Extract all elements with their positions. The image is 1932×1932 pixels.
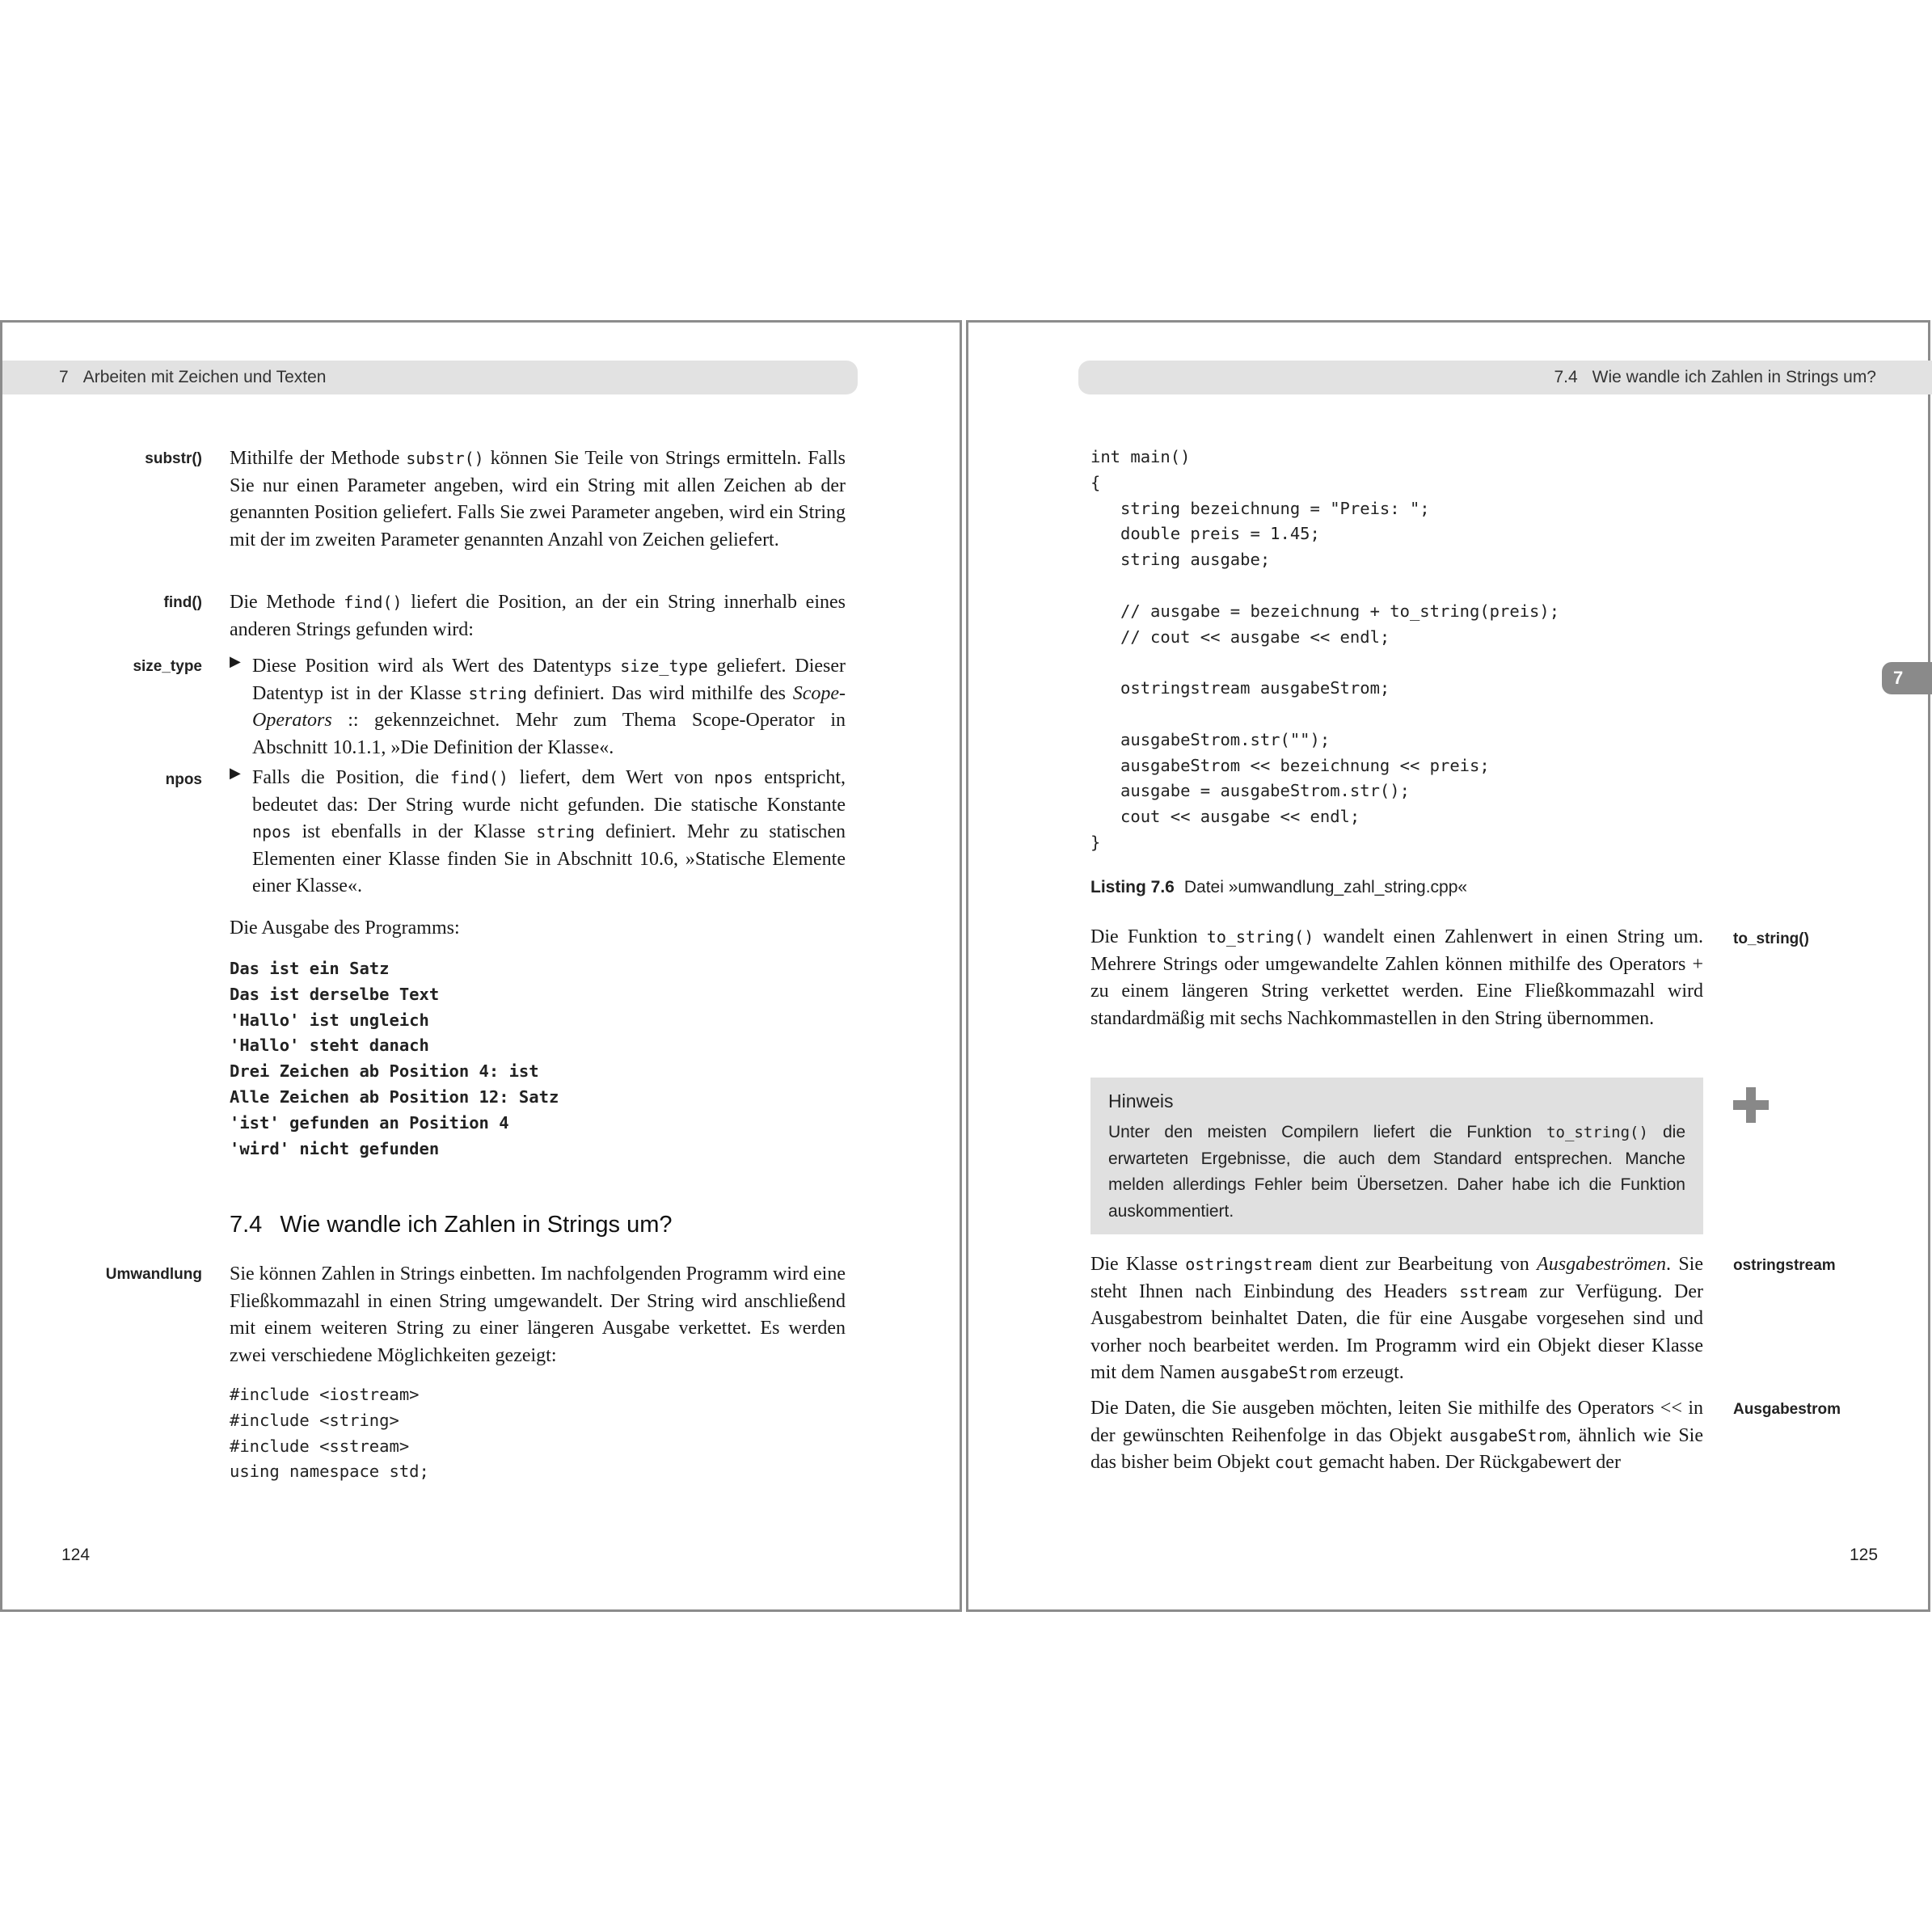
text: die erwarteten Ergebnisse, die auch dem Standard entsprechen. Manche melden allerdings Fehler beim Übersetzen. Daher habe ich die Funktion auskommentiert. (1108, 1123, 1686, 1221)
text: geliefert. Dieser Datentyp ist in der Klasse (252, 656, 846, 704)
left-page (0, 320, 962, 1612)
margin-note-ostringstream: ostringstream (1733, 1257, 1836, 1274)
emphasis: Ausgabeströmen (1537, 1254, 1667, 1275)
text: Falls die Position, die (252, 767, 450, 788)
chapter-thumb-tab: 7 (1882, 662, 1932, 694)
inline-code: string (536, 822, 595, 842)
inline-code: size_type (620, 656, 708, 676)
inline-code: cout (1274, 1453, 1314, 1472)
inline-code: ostringstream (1185, 1255, 1312, 1274)
running-header (1078, 361, 1932, 394)
margin-note-npos: npos (165, 771, 202, 788)
text: Die Methode (230, 592, 344, 613)
emphasis: Scope-Operators (252, 682, 846, 731)
inline-code: npos (714, 768, 753, 787)
section-title: Wie wandle ich Zahlen in Strings um? (280, 1212, 673, 1238)
text: wandelt einen Zahlenwert in einen String um. Mehrere Strings oder umgewandelte Zahlen können mithilfe des Operators + zu einem längeren String verkettet werden. Eine Fließkommazahl wird standardmäßig mit sechs Nachkommastellen in den String übernommen. (1090, 926, 1703, 1029)
section-number: 7.4 (230, 1212, 263, 1238)
text: definiert. Mehr zu statischen Elementen einer Klasse finden Sie in Abschnitt 10.6, »Statische Elemente einer Klasse«. (252, 821, 846, 896)
inline-code: npos (252, 822, 292, 842)
page-number: 124 (61, 1546, 91, 1564)
header-chapter-title: Arbeiten mit Zeichen und Texten (82, 368, 327, 386)
text: . Sie steht Ihnen nach Einbindung des Headers (1090, 1254, 1703, 1302)
listing-caption-text: Datei »umwandlung_zahl_string.cpp« (1183, 878, 1468, 896)
text: zur Verfügung. Der Ausgabestrom beinhaltet Daten, die für eine Ausgabe vorgesehen sind und vorher noch bearbeitet werden. Im Programm wird ein Objekt dieser Klasse mit dem Namen (1090, 1280, 1704, 1383)
margin-note-umwandlung: Umwandlung (105, 1266, 202, 1283)
inline-code: find() (449, 768, 508, 787)
triangle-bullet-icon: ▶ (230, 765, 241, 781)
plus-icon (1733, 1087, 1769, 1123)
inline-code: sstream (1459, 1281, 1528, 1301)
output-intro: Die Ausgabe des Programms: (230, 917, 460, 939)
paragraph-to-string (1090, 924, 1703, 1032)
listing-label: Listing 7.6 (1090, 878, 1175, 896)
text: :: gekennzeichnet. Mehr zum Thema Scope-Operator in Abschnitt 10.1.1, »Die Definition der Klasse«. (252, 710, 846, 758)
text: definiert. Das wird mithilfe des (526, 682, 793, 704)
header-section-number: 7.4 (1554, 368, 1578, 386)
include-code: #include <iostream> #include <string> #include <sstream> using namespace std; (230, 1385, 429, 1482)
inline-code: substr() (406, 449, 484, 468)
text: dient zur Bearbeitung von (1311, 1254, 1538, 1275)
page-number: 125 (1850, 1546, 1879, 1564)
text: ist ebenfalls in der Klasse (291, 821, 537, 842)
text: gemacht haben. Der Rückgabewert der (1314, 1452, 1621, 1473)
text: entspricht, bedeutet das: Der String wurde nicht gefunden. Die statische Konstante (252, 767, 846, 816)
section-heading (230, 1212, 673, 1238)
bullet-item-size-type (230, 653, 846, 761)
paragraph-substr (230, 445, 846, 554)
program-output-code: Das ist ein Satz Das ist derselbe Text 'Hallo' ist ungleich 'Hallo' steht danach Drei Zeichen ab Position 4: ist Alle Zeichen ab Position 12: Satz 'ist' gefunden an Position 4 'wird' nicht gefunden (230, 959, 559, 1158)
running-header (2, 361, 858, 394)
inline-code: to_string() (1546, 1124, 1648, 1141)
paragraph-umwandlung: Sie können Zahlen in Strings einbetten. Im nachfolgenden Programm wird eine Fließkommazahl in einen String umgewandelt. Der String wird anschließend mit einem weiteren String zu einer längeren Ausgabe verkettet. Es werden zwei verschiedene Möglichkeiten gezeigt: (230, 1263, 846, 1366)
text: liefert die Position, an der ein String innerhalb eines anderen Strings gefunden wird: (230, 592, 846, 640)
text: liefert, dem Wert von (508, 767, 715, 788)
listing-caption (1090, 878, 1467, 897)
triangle-bullet-icon: ▶ (230, 653, 241, 669)
text: , ähnlich wie Sie das bisher beim Objekt (1090, 1424, 1703, 1473)
text: erzeugt. (1337, 1362, 1404, 1383)
margin-note-ausgabestrom: Ausgabestrom (1733, 1401, 1841, 1418)
margin-note-substr: substr() (145, 450, 202, 467)
paragraph-find (230, 589, 846, 643)
inline-code: ausgabeStrom (1449, 1425, 1567, 1445)
right-page (966, 320, 1930, 1612)
paragraph-ausgabestrom (1090, 1395, 1703, 1477)
header-section-title: Wie wandle ich Zahlen in Strings um? (1592, 368, 1876, 386)
margin-note-size-type: size_type (133, 658, 202, 675)
text: Diese Position wird als Wert des Datentyps (252, 656, 621, 677)
bullet-item-npos (230, 765, 846, 901)
note-text (1108, 1120, 1685, 1225)
text: Die Funktion (1090, 926, 1207, 947)
note-title: Hinweis (1108, 1090, 1174, 1112)
note-box (1090, 1078, 1703, 1234)
inline-code: to_string() (1206, 927, 1314, 947)
margin-note-to-string: to_string() (1733, 930, 1809, 947)
listing-code: int main() { string bezeichnung = "Preis: "; double preis = 1.45; string ausgabe; // ausgabe = bezeichnung + to_string(preis); // cout << ausgabe << endl; ostringstream ausgabeStrom; ausgabeStrom.str(""); ausgabeStrom << bezeichnung << preis; ausgabe = ausgabeStrom.str(); cout << ausgabe << endl; } (1090, 447, 1560, 852)
text: Unter den meisten Compilern liefert die Funktion (1108, 1123, 1547, 1141)
inline-code: string (468, 683, 527, 703)
text: können Sie Teile von Strings ermitteln. Falls Sie nur einen Parameter angeben, wird ein String mit allen Zeichen ab der genannten Position geliefert. Falls Sie zwei Parameter angeben, wird ein String mit der im zweiten Parameter genannten Anzahl von Zeichen geliefert. (230, 448, 846, 550)
text: Die Klasse (1090, 1254, 1186, 1275)
paragraph-ostringstream (1090, 1251, 1703, 1387)
margin-note-find: find() (163, 594, 202, 611)
inline-code: find() (344, 593, 403, 612)
header-chapter-number: 7 (59, 368, 69, 386)
text: Mithilfe der Methode (230, 448, 407, 469)
inline-code: ausgabeStrom (1220, 1363, 1338, 1382)
text: Die Daten, die Sie ausgeben möchten, leiten Sie mithilfe des Operators << in der gewünschten Reihenfolge in das Objekt (1090, 1398, 1703, 1446)
